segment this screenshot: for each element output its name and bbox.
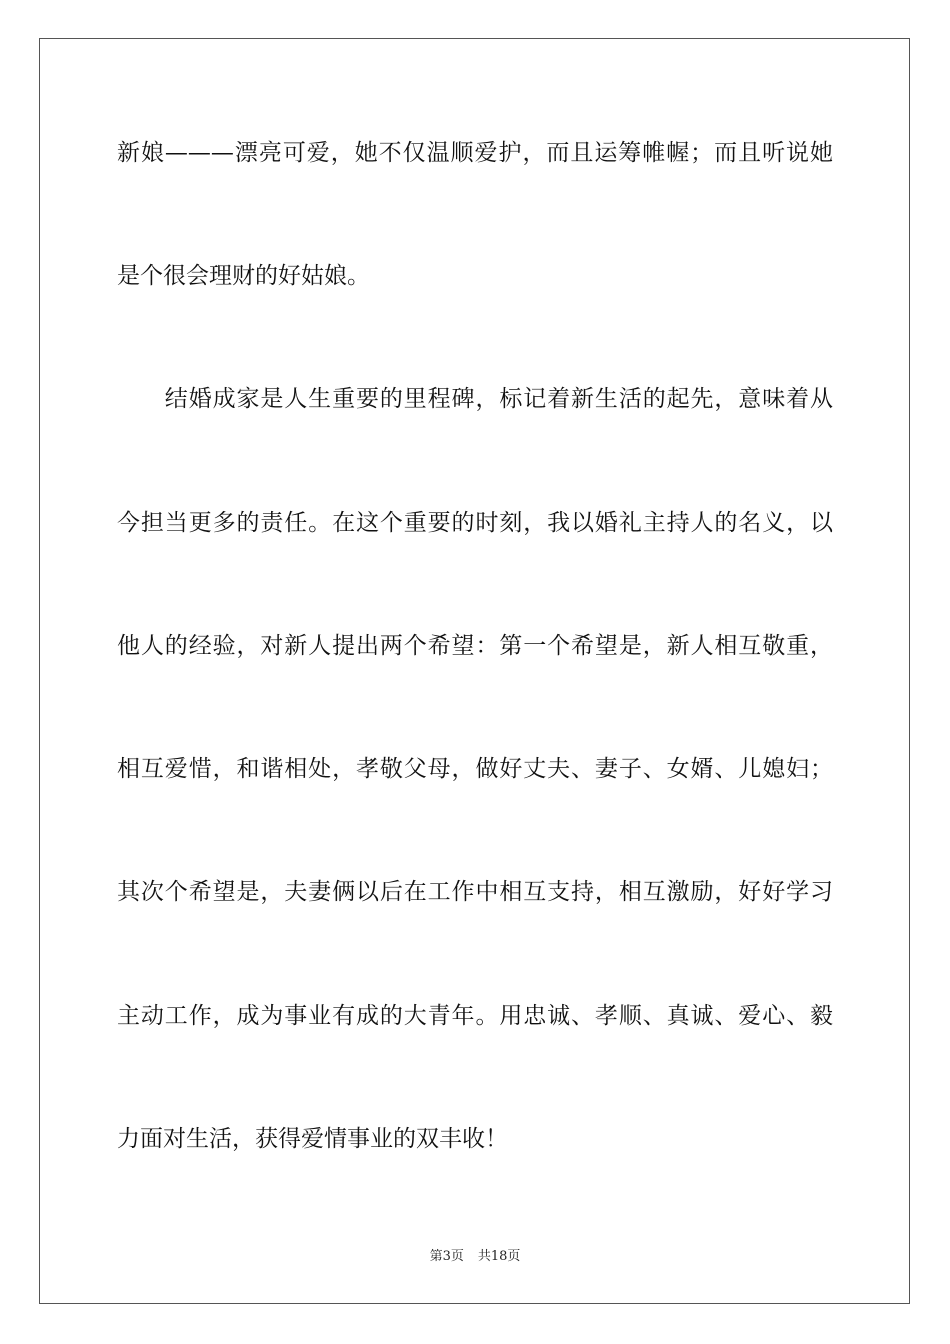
text-line: 是个很会理财的好姑娘。 xyxy=(117,263,370,289)
page-footer xyxy=(0,1248,950,1266)
text-line: 他人的经验，对新人提出两个希望：第一个希望是，新人相互敬重， xyxy=(117,633,833,659)
text-line: 主动工作，成为事业有成的大青年。用忠诚、孝顺、真诚、爱心、毅 xyxy=(117,1003,833,1029)
text-line: 新娘———漂亮可爱，她不仅温顺爱护，而且运筹帷幄；而且听说她 xyxy=(117,140,833,166)
text-line: 其次个希望是，夫妻俩以后在工作中相互支持，相互激励，好好学习 xyxy=(117,879,833,905)
text-line: 力面对生活，获得爱情事业的双丰收！ xyxy=(117,1126,508,1152)
page-total: 共18页 xyxy=(477,1249,521,1264)
text-line: 相互爱惜，和谐相处，孝敬父母，做好丈夫、妻子、女婿、儿媳妇； xyxy=(117,756,833,782)
page-number: 第3页 xyxy=(429,1249,464,1264)
page-border xyxy=(39,38,910,1304)
text-line: 结婚成家是人生重要的里程碑，标记着新生活的起先，意味着从 xyxy=(117,386,833,412)
text-line: 今担当更多的责任。在这个重要的时刻，我以婚礼主持人的名义，以 xyxy=(117,510,833,536)
